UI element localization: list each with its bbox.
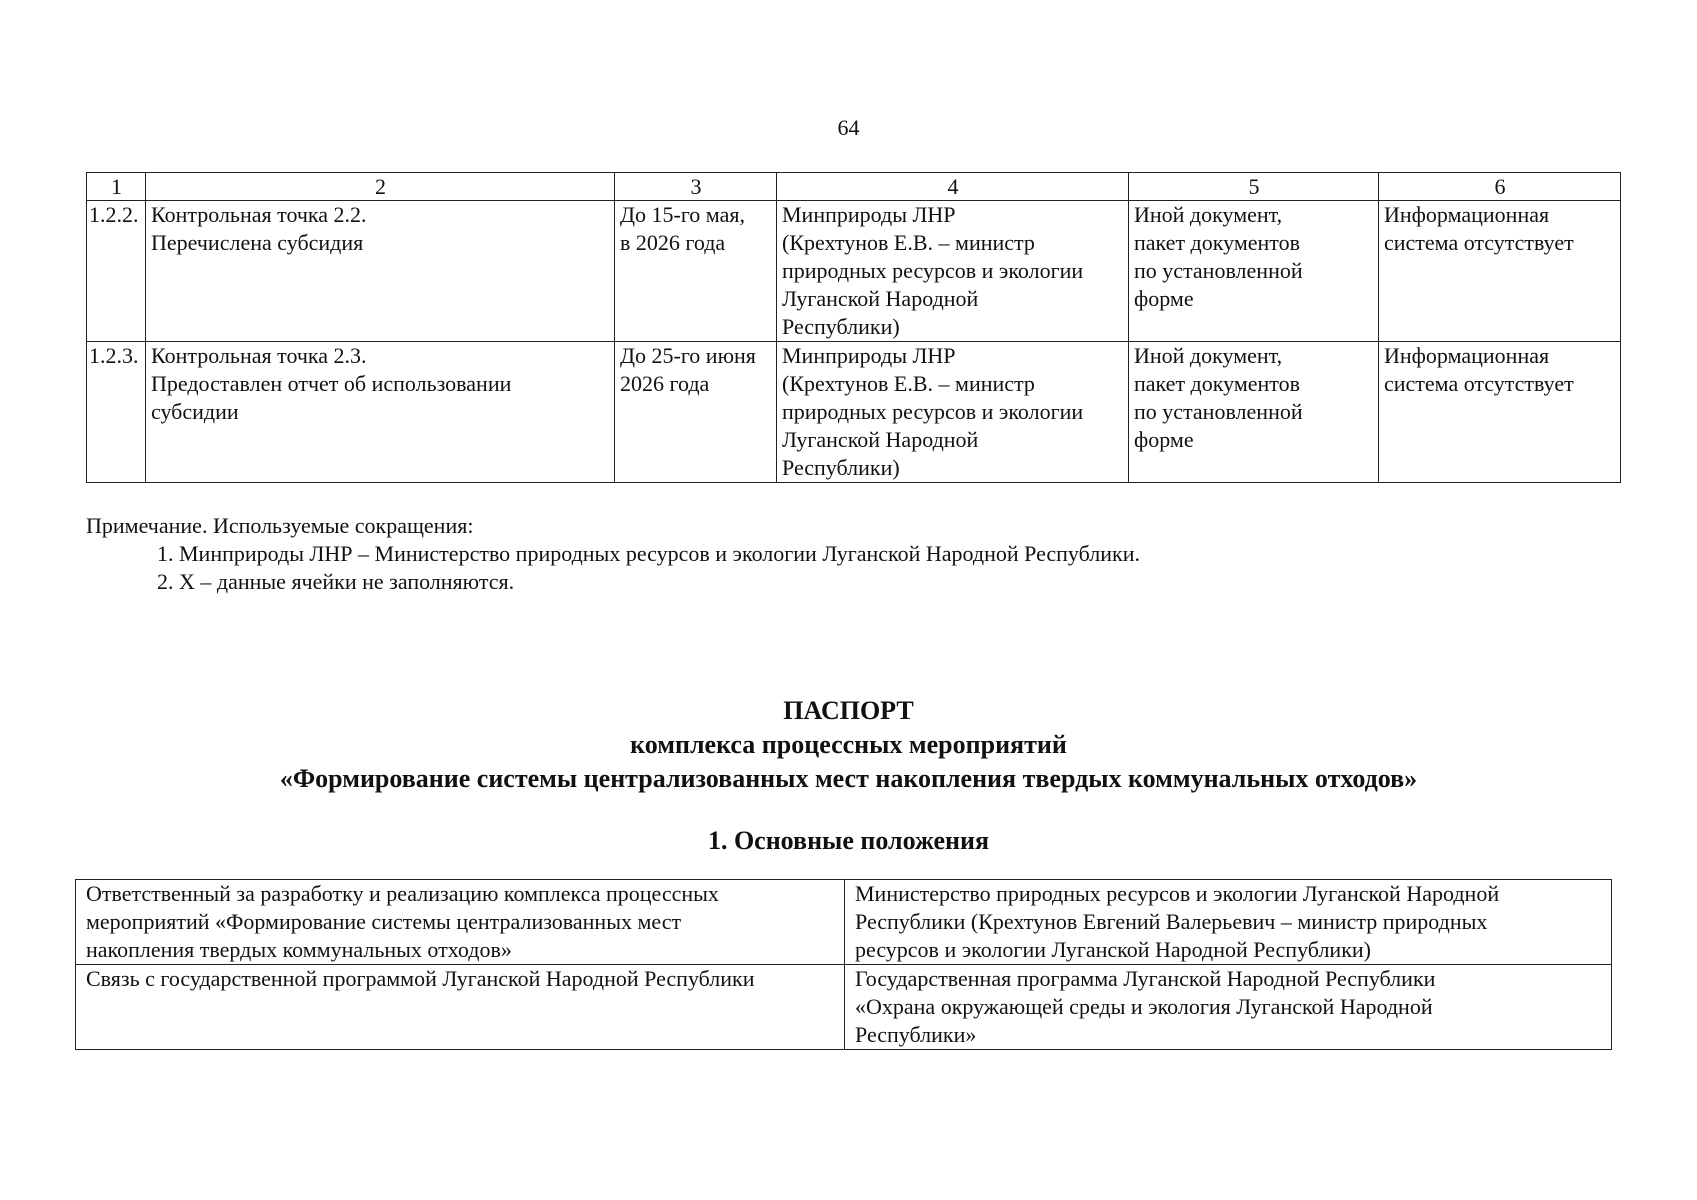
event-cell: Контрольная точка 2.3. Предоставлен отчет об использовании субсидии	[146, 342, 615, 483]
label-cell: Связь с государственной программой Луганской Народной Республики	[76, 965, 845, 1050]
responsible-cell: Минприроды ЛНР (Крехтунов Е.В. – министр природных ресурсов и экологии Луганской Народной Республики)	[777, 201, 1129, 342]
column-header: 1	[87, 173, 146, 201]
table-header-row	[87, 173, 1621, 201]
document-cell: Иной документ, пакет документов по установленной форме	[1129, 201, 1379, 342]
note-item: 1. Минприроды ЛНР – Министерство природных ресурсов и экологии Луганской Народной Республики.	[157, 541, 1140, 566]
section-title: 1. Основные положения	[707, 826, 990, 855]
row-number-cell: 1.2.2.	[87, 201, 146, 342]
information-system-cell: Информационная система отсутствует	[1379, 201, 1621, 342]
note-item: 2. X – данные ячейки не заполняются.	[157, 569, 515, 594]
passport-subtitle: комплекса процессных мероприятий	[630, 730, 1067, 759]
row-number-cell: 1.2.3.	[87, 342, 146, 483]
responsible-cell: Минприроды ЛНР (Крехтунов Е.В. – министр природных ресурсов и экологии Луганской Народной Республики)	[777, 342, 1129, 483]
column-header: 4	[777, 173, 1129, 201]
document-cell: Иной документ, пакет документов по установленной форме	[1129, 342, 1379, 483]
column-header: 2	[146, 173, 615, 201]
deadline-cell: До 25-го июня 2026 года	[615, 342, 777, 483]
table-row	[76, 880, 1612, 965]
table-row	[87, 201, 1621, 342]
abbreviations-note	[86, 512, 1606, 596]
deadline-cell: До 15-го мая, в 2026 года	[615, 201, 777, 342]
basic-provisions-table	[75, 879, 1612, 1050]
column-header: 5	[1129, 173, 1379, 201]
control-points-table	[86, 172, 1621, 483]
note-title: Примечание. Используемые сокращения:	[86, 513, 474, 538]
passport-title: ПАСПОРТ	[783, 696, 914, 725]
value-cell: Государственная программа Луганской Народной Республики «Охрана окружающей среды и экология Луганской Народной Республики»	[845, 965, 1612, 1050]
table-row	[76, 965, 1612, 1050]
table-row	[87, 342, 1621, 483]
column-header: 6	[1379, 173, 1621, 201]
value-cell: Министерство природных ресурсов и экологии Луганской Народной Республики (Крехтунов Евгений Валерьевич – министр природных ресурсов и экологии Луганской Народной Республики)	[845, 880, 1612, 965]
passport-name: «Формирование системы централизованных мест накопления твердых коммунальных отходов»	[279, 764, 1418, 793]
column-header: 3	[615, 173, 777, 201]
event-cell: Контрольная точка 2.2. Перечислена субсидия	[146, 201, 615, 342]
passport-heading	[0, 694, 1697, 796]
information-system-cell: Информационная система отсутствует	[1379, 342, 1621, 483]
page-number: 64	[837, 115, 860, 140]
label-cell: Ответственный за разработку и реализацию комплекса процессных мероприятий «Формирование системы централизованных мест накопления твердых коммунальных отходов»	[76, 880, 845, 965]
